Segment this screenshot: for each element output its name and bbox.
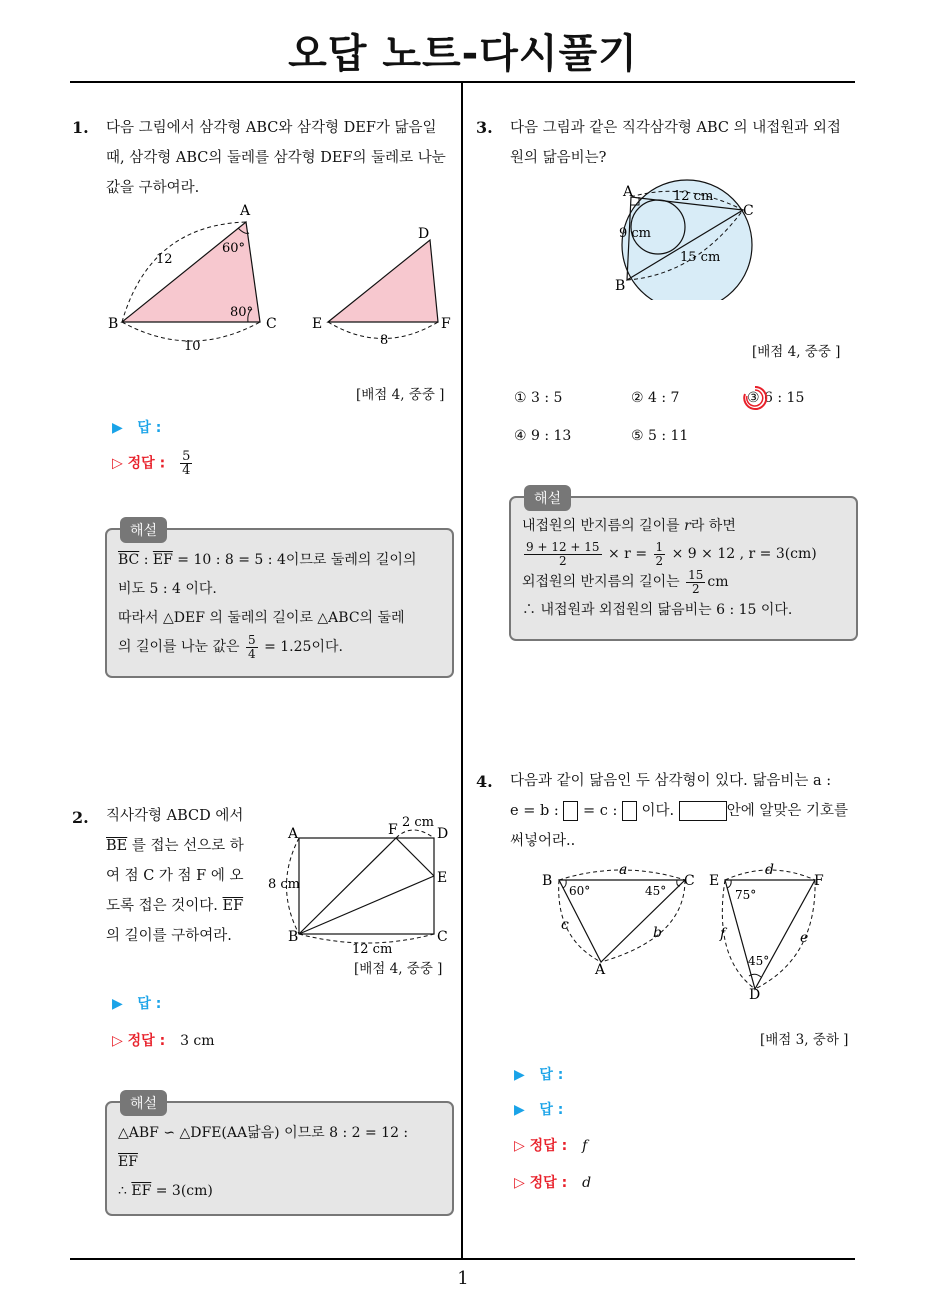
question-2-text: 직사각형 ABCD 에서 $\overline{BE}$ 를 접는 선으로 하 여 점 C 가 점 F 에 오 도록 접은 것이다. $\overline{EF}$ 의 길이를 구하여라. (106, 808, 244, 944)
svg-text:C: C (684, 873, 695, 889)
question-3-score: [배점 4, 중중 ] (752, 344, 841, 360)
question-3-explanation-text: 내접원의 반지름의 길이를 r라 하면 $\frac{9 + 12 + 15}{2}$ × r = $\frac{1}{2}$ × 9 × 12 , r = 3(cm) 외접원의 반지름의 길이는 $\frac{15}{2}$ cm ∴ 내접원과 외접원의 닮음비는 6 : 15 이다. (522, 518, 817, 618)
question-3-choice-5[interactable]: ⑤ 5 : 11 (631, 428, 689, 444)
play-icon: ▶ (514, 1067, 525, 1083)
blank-box-2 (622, 801, 637, 821)
svg-text:C: C (743, 203, 754, 219)
question-1-correct-fraction: $\frac{5}{4}$ (182, 449, 191, 478)
label-e: E (312, 316, 323, 332)
svg-text:B: B (288, 929, 299, 945)
question-1-explanation-text: $\overline{BC}$ : $\overline{EF} = 10$ : 8 = 5 : 4이므로 둘레의 길이의 비도 5 : 4 이다. 따라서 △DEF 의 둘레의 길이로 △ABC의 둘레 의 길이를 나눈 값은 $\frac{5}{4}$ = 1.25이다. (118, 552, 417, 661)
question-3-choice-1[interactable]: ① 3 : 5 (514, 390, 563, 406)
play-icon: ▶ (112, 420, 123, 436)
svg-text:f: f (720, 926, 726, 942)
question-4-text: 다음과 같이 닮음인 두 삼각형이 있다. 닮음비는 a : e = b : = c : 이다. 안에 알맞은 기호를 써넣어라.. (510, 773, 849, 849)
svg-text:e: e (800, 930, 809, 946)
svg-text:b: b (653, 925, 662, 941)
svg-text:60°: 60° (569, 884, 591, 898)
svg-text:C: C (437, 929, 448, 945)
label-b: B (108, 316, 119, 332)
question-1-correct-row: ▷ 정답 : $\frac{5}{4}$ (112, 449, 191, 478)
question-3-number: 3. (476, 118, 493, 137)
question-1-number: 1. (72, 118, 89, 137)
svg-text:15 cm: 15 cm (680, 250, 721, 265)
svg-text:45°: 45° (645, 884, 667, 898)
page-number: 1 (457, 1268, 469, 1289)
svg-text:D: D (749, 987, 761, 1003)
label-12: 12 (156, 252, 173, 267)
svg-text:A: A (595, 962, 606, 978)
question-4-correct-row-2: ▷ 정답 : d (514, 1175, 592, 1191)
page-title: 오답 노트-다시풀기 (288, 31, 638, 77)
svg-text:12 cm: 12 cm (673, 189, 714, 204)
play-icon: ▶ (112, 996, 123, 1012)
svg-text:9 cm: 9 cm (619, 226, 652, 241)
red-circle-mark-icon (741, 384, 769, 412)
triangle-def (328, 240, 438, 322)
question-2-answer-row: ▶ 답 : (112, 996, 162, 1012)
svg-text:2 cm: 2 cm (402, 815, 435, 830)
question-2-number: 2. (72, 808, 89, 827)
question-2-explanation-tag: 해설 (120, 1090, 167, 1116)
label-c: C (266, 316, 277, 332)
label-8: 8 (380, 333, 389, 348)
label-60deg: 60° (222, 241, 246, 256)
label-10: 10 (184, 339, 201, 354)
blank-box-1 (563, 801, 578, 821)
label-a: A (240, 203, 251, 219)
question-3-choice-2[interactable]: ② 4 : 7 (631, 390, 680, 406)
outline-play-icon: ▷ (112, 455, 123, 472)
svg-text:B: B (542, 873, 553, 889)
footer-divider (70, 1258, 855, 1260)
play-icon: ▶ (514, 1102, 525, 1118)
column-divider (461, 82, 463, 1260)
svg-text:E: E (709, 873, 720, 889)
question-3-choice-3[interactable]: ③ 6 : 15 (747, 390, 804, 406)
question-4-answer-row-1: ▶ 답 : (514, 1067, 564, 1083)
question-3-text: 다음 그림과 같은 직각삼각형 ABC 의 내접원과 외접 원의 닮음비는? (510, 120, 841, 166)
svg-text:12 cm: 12 cm (352, 942, 393, 957)
svg-text:E: E (437, 870, 448, 886)
svg-text:F: F (814, 873, 824, 889)
question-2-correct-row: ▷ 정답 : 3 cm (112, 1033, 215, 1049)
svg-text:75°: 75° (735, 888, 757, 902)
svg-text:d: d (765, 862, 774, 878)
blank-box-3 (679, 801, 727, 821)
question-1-explanation-tag: 해설 (120, 517, 167, 543)
question-3-figure (605, 175, 765, 300)
question-4-number: 4. (476, 772, 493, 791)
question-1-figure (100, 195, 460, 360)
question-1-text: 다음 그림에서 삼각형 ABC와 삼각형 DEF가 닮음일 때, 삼각형 ABC의 둘레를 삼각형 DEF의 둘레로 나눈 값을 구하여라. (106, 120, 446, 196)
svg-text:B: B (615, 278, 626, 294)
rectangle-abcd (299, 838, 434, 934)
svg-text:8 cm: 8 cm (268, 877, 301, 892)
svg-text:a: a (619, 862, 628, 878)
label-d: D (418, 226, 430, 242)
question-4-answer-row-2: ▶ 답 : (514, 1102, 564, 1118)
svg-text:F: F (388, 822, 398, 838)
question-4-correct-row-1: ▷ 정답 : f (514, 1138, 588, 1154)
svg-text:D: D (437, 826, 449, 842)
label-80deg: 80° (230, 305, 254, 320)
question-2-explanation-text: △ABF ∽ △DFE(AA닮음) 이므로 8 : 2 = 12 : $\overline{EF}$ ∴ $\overline{EF} = 3(cm)$ (118, 1125, 409, 1199)
question-3-explanation-tag: 해설 (524, 485, 571, 511)
question-4-score: [배점 3, 중하 ] (760, 1032, 849, 1048)
question-4-figure (535, 858, 835, 1008)
outline-play-icon: ▷ (514, 1175, 525, 1191)
question-2-figure (262, 810, 462, 960)
question-1-score: [배점 4, 중중 ] (356, 387, 445, 403)
svg-text:c: c (561, 917, 569, 933)
label-f: F (441, 316, 451, 332)
outline-play-icon: ▷ (112, 1033, 123, 1049)
svg-text:A: A (623, 184, 634, 200)
svg-text:45°: 45° (748, 954, 770, 968)
question-1-answer-row: ▶ 답 : (112, 420, 162, 436)
question-2-score: [배점 4, 중중 ] (354, 961, 443, 977)
outline-play-icon: ▷ (514, 1138, 525, 1154)
svg-text:A: A (288, 826, 299, 842)
question-3-choice-4[interactable]: ④ 9 : 13 (514, 428, 572, 444)
